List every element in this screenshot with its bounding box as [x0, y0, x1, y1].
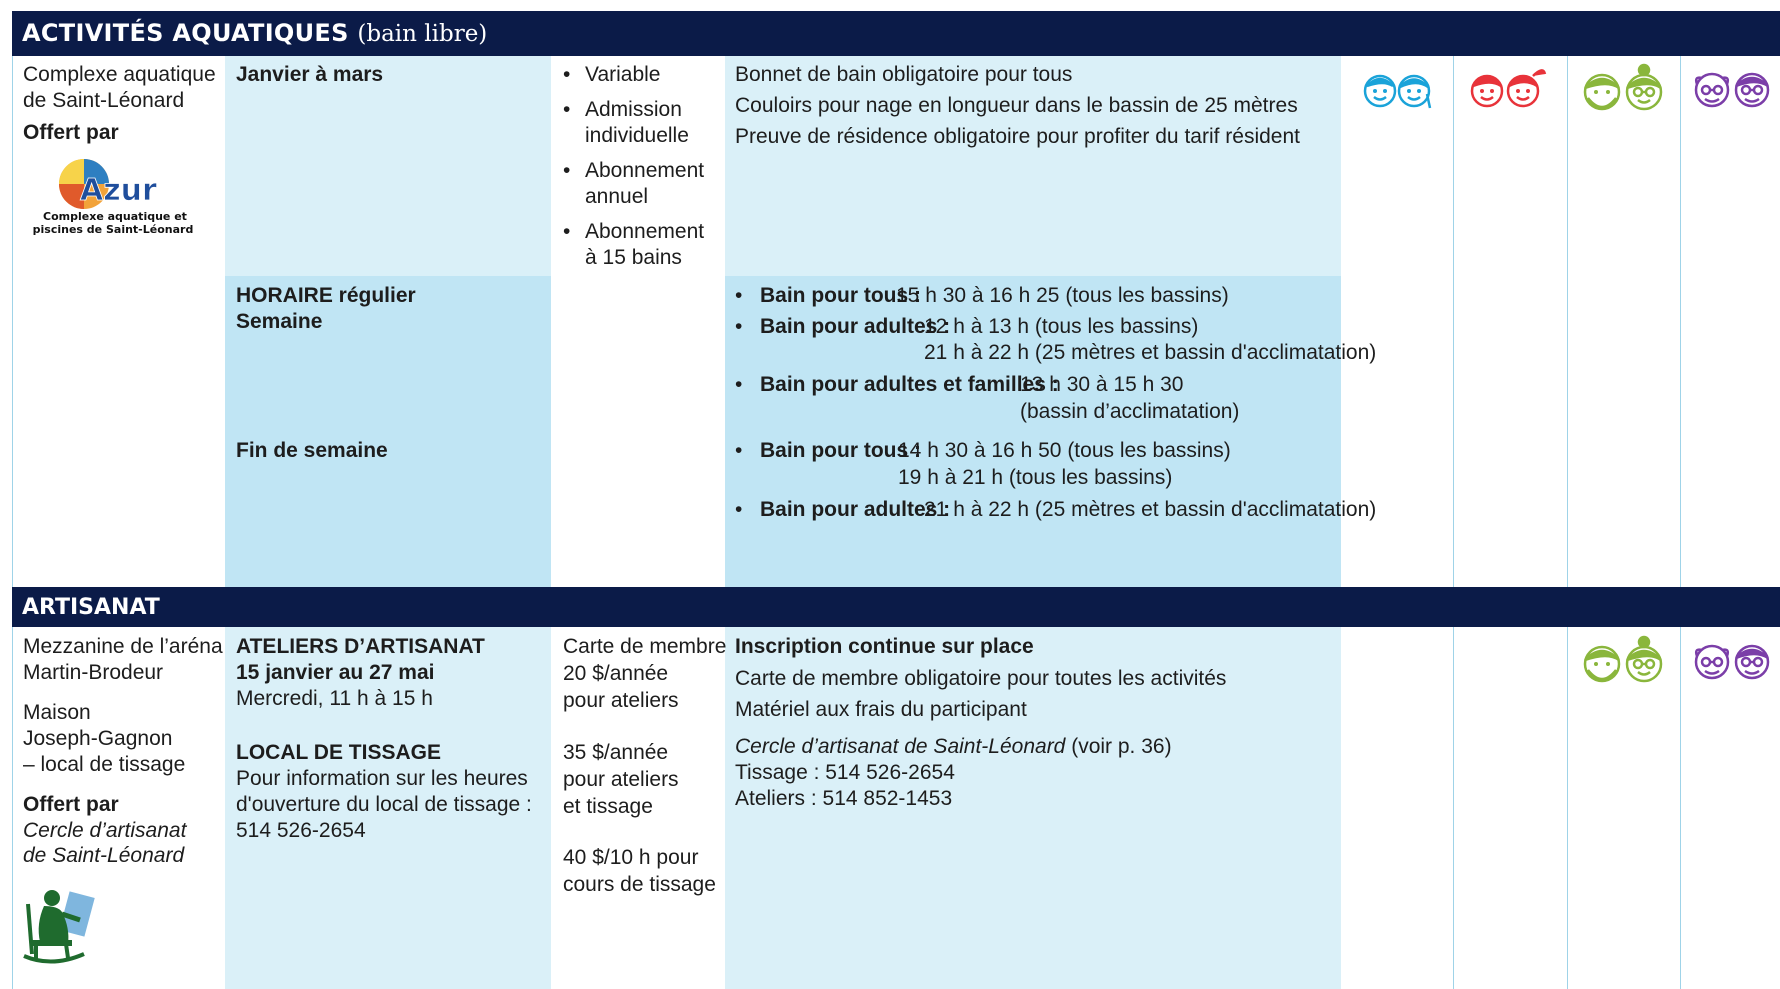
bullet: •	[735, 498, 743, 521]
left-border	[12, 56, 13, 587]
crafts-offered-org: Cercle d’artisanat	[23, 819, 187, 842]
crafts-section-title: ARTISANAT	[22, 595, 160, 620]
hours-label: Bain pour tous :	[760, 439, 921, 462]
crafts-phone: Tissage : 514 526-2654	[735, 761, 955, 784]
aquatic-info-line: Preuve de résidence obligatoire pour profiter du tarif résident	[735, 125, 1300, 148]
aquatic-offered-by: Offert par	[23, 121, 119, 144]
column-divider	[1567, 56, 1568, 587]
crafts-section-header	[12, 587, 1780, 627]
hours-value: 15 h 30 à 16 h 25 (tous les bassins)	[896, 284, 1229, 307]
aquatic-period-cell	[225, 56, 551, 276]
crafts-info-title: Inscription continue sur place	[735, 635, 1034, 658]
crafts-price: 20 $/année	[563, 662, 669, 685]
crafts-price: 40 $/10 h pour	[563, 846, 699, 869]
aquatic-info-line: Couloirs pour nage en longueur dans le bassin de 25 mètres	[735, 94, 1298, 117]
crafts-location-line: Joseph-Gagnon	[23, 727, 173, 750]
crafts-location-line: – local de tissage	[23, 753, 186, 776]
aquatic-price: Admission	[585, 98, 682, 121]
weaving-title: LOCAL DE TISSAGE	[236, 741, 441, 764]
azur-logo-line1: Complexe aquatique et	[43, 210, 187, 223]
crafts-location-line: Martin-Brodeur	[23, 661, 164, 684]
hours-label: Bain pour adultes et familles :	[760, 373, 1059, 396]
hours-label: Bain pour adultes :	[760, 498, 951, 521]
aquatic-info-cell	[725, 56, 1341, 276]
crafts-info-line: Carte de membre obligatoire pour toutes les activités	[735, 667, 1227, 690]
teens-icon	[1467, 64, 1547, 115]
crafts-price: pour ateliers	[563, 768, 679, 791]
crafts-circle-ref: (voir p. 36)	[1065, 735, 1172, 758]
aquatic-price: annuel	[585, 185, 649, 208]
bullet: •	[563, 159, 571, 182]
artisan-circle-logo	[22, 884, 96, 974]
hours-value: 21 h à 22 h (25 mètres et bassin d'acclimatation)	[924, 341, 1377, 364]
aquatic-schedule-label: Semaine	[236, 310, 323, 333]
aquatic-price: à 15 bains	[585, 246, 682, 269]
column-divider	[1453, 627, 1454, 989]
crafts-location-line: Mezzanine de l’aréna	[23, 635, 223, 658]
crafts-price: Carte de membre	[563, 635, 727, 658]
bullet: •	[735, 315, 743, 338]
aquatic-location-line: de Saint-Léonard	[23, 89, 185, 112]
aquatic-section-header	[12, 11, 1780, 56]
bullet: •	[563, 98, 571, 121]
seniors-icon	[1690, 66, 1774, 117]
adults-icon	[1580, 62, 1668, 121]
crafts-price: pour ateliers	[563, 689, 679, 712]
aquatic-price: Abonnement	[585, 159, 705, 182]
crafts-price: 35 $/année	[563, 741, 669, 764]
adults-icon	[1580, 634, 1668, 693]
column-divider	[1680, 627, 1681, 989]
aquatic-period: Janvier à mars	[236, 63, 384, 86]
aquatic-subtitle-text: (bain libre)	[357, 21, 488, 47]
aquatic-weekend-label: Fin de semaine	[236, 439, 388, 462]
crafts-price: cours de tissage	[563, 873, 716, 896]
aquatic-schedule-label: HORAIRE régulier	[236, 284, 416, 307]
crafts-circle-name: Cercle d’artisanat de Saint-Léonard	[735, 735, 1066, 758]
aquatic-price: Variable	[585, 63, 661, 86]
hours-label: Bain pour adultes :	[760, 315, 951, 338]
hours-value: 21 h à 22 h (25 mètres et bassin d'acclimatation)	[924, 498, 1377, 521]
column-divider	[1567, 627, 1568, 989]
crafts-info-line: Matériel aux frais du participant	[735, 698, 1027, 721]
hours-value: 13 h 30 à 15 h 30	[1020, 373, 1184, 396]
hours-value: (bassin d’acclimatation)	[1020, 400, 1240, 423]
aquatic-section-title	[22, 19, 487, 47]
aquatic-price: individuelle	[585, 124, 689, 147]
hours-value: 19 h à 21 h (tous les bassins)	[898, 466, 1173, 489]
weaving-info: Pour information sur les heures	[236, 767, 528, 790]
hours-label: Bain pour tous :	[760, 284, 921, 307]
bullet: •	[735, 439, 743, 462]
children-icon	[1362, 70, 1432, 115]
hours-value: 12 h à 13 h (tous les bassins)	[924, 315, 1199, 338]
aquatic-location-line: Complexe aquatique	[23, 63, 216, 86]
column-divider	[1453, 56, 1454, 587]
workshops-title: ATELIERS D’ARTISANAT	[236, 635, 485, 658]
crafts-circle	[735, 734, 1172, 760]
azur-logo-line2: piscines de Saint-Léonard	[32, 223, 194, 236]
aquatic-info-line: Bonnet de bain obligatoire pour tous	[735, 63, 1073, 86]
crafts-offered-org: de Saint-Léonard	[23, 844, 185, 867]
crafts-offered-by: Offert par	[23, 793, 119, 816]
crafts-location-line: Maison	[23, 701, 91, 724]
bullet: •	[563, 220, 571, 243]
workshops-time: Mercredi, 11 h à 15 h	[236, 687, 433, 710]
aquatic-title-text: ACTIVITÉS AQUATIQUES	[22, 19, 349, 47]
azur-logo	[30, 156, 200, 240]
column-divider	[1680, 56, 1681, 587]
seniors-icon	[1690, 638, 1774, 689]
svg-text:Azur: Azur	[80, 173, 157, 208]
left-border	[12, 627, 13, 989]
workshops-dates: 15 janvier au 27 mai	[236, 661, 435, 684]
bullet: •	[563, 63, 571, 86]
hours-value: 14 h 30 à 16 h 50 (tous les bassins)	[898, 439, 1231, 462]
crafts-phone: Ateliers : 514 852-1453	[735, 787, 953, 810]
weaving-info: d'ouverture du local de tissage :	[236, 793, 532, 816]
bullet: •	[735, 284, 743, 307]
aquatic-price: Abonnement	[585, 220, 705, 243]
weaving-info: 514 526-2654	[236, 819, 366, 842]
crafts-price: et tissage	[563, 795, 653, 818]
bullet: •	[735, 373, 743, 396]
